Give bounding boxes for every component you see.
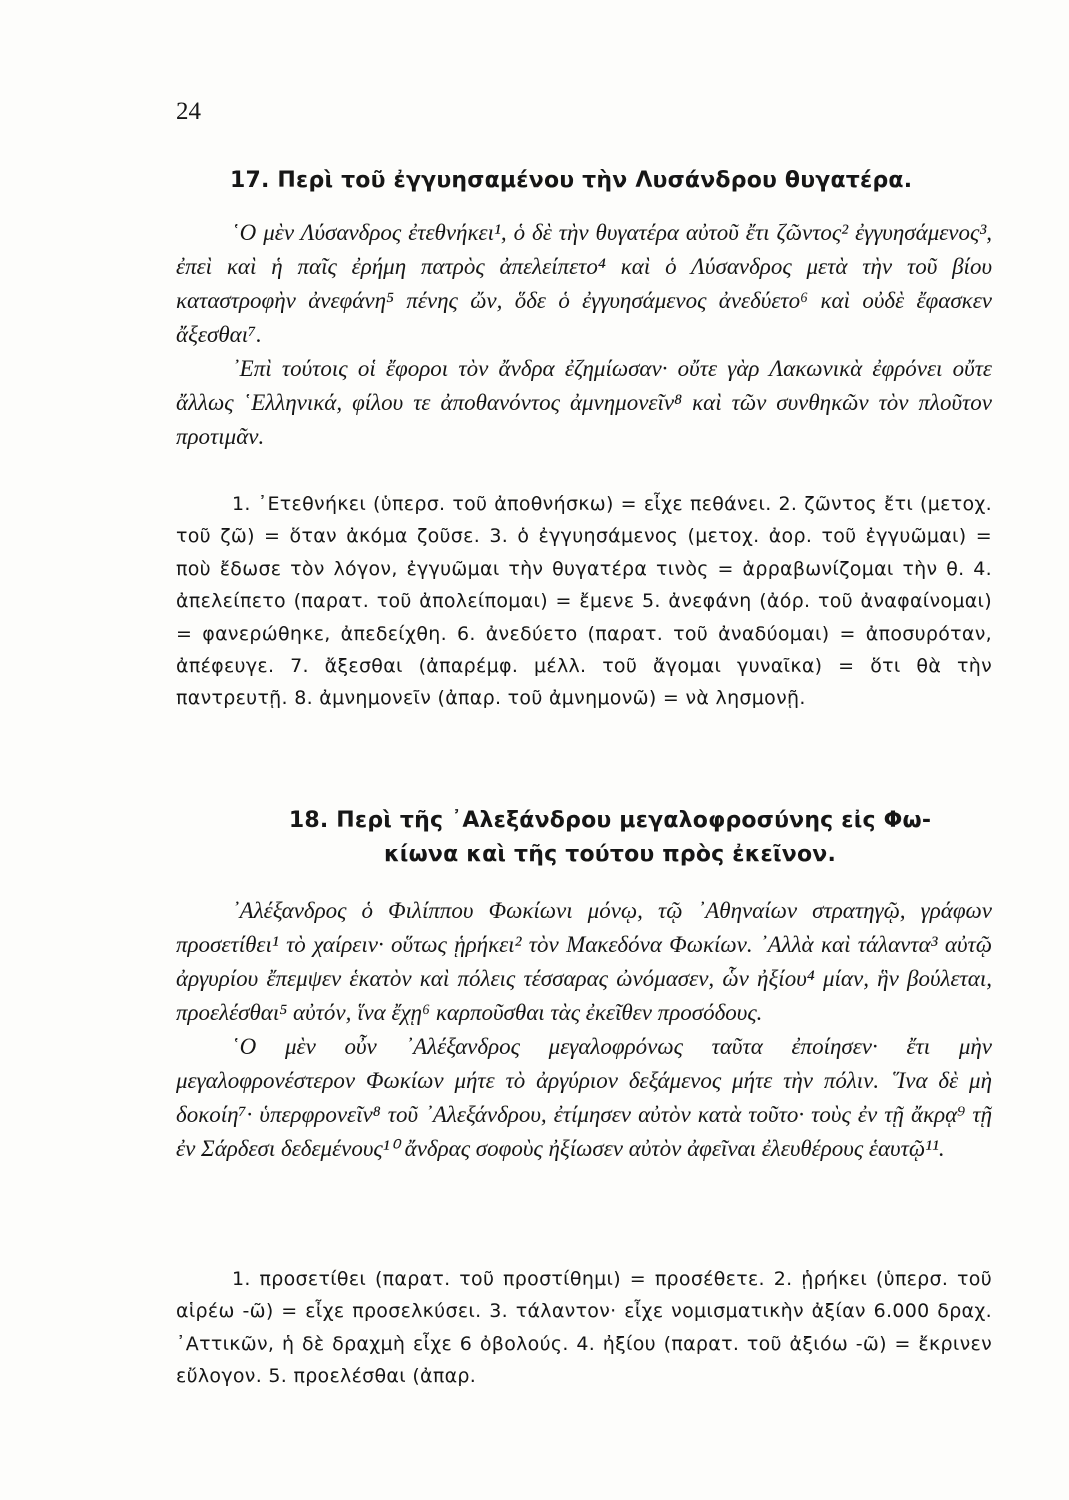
section-18-title bbox=[230, 804, 990, 872]
page-number: 24 bbox=[176, 98, 201, 125]
section-17-title: 17. Περὶ τοῦ ἐγγυησαμένου τὴν Λυσάνδρου θυγατέρα. bbox=[230, 168, 913, 193]
section-18-paragraph-1: ᾿Αλέξανδρος ὁ Φιλίππου Φωκίωνι μόνῳ, τῷ ᾿Αθηναίων στρατηγῷ, γράφων προσετίθει¹ τὸ χαίρειν· οὕτως ᾑρήκει² τὸν Μακεδόνα Φωκίων. ᾿Αλλὰ καὶ τάλαντα³ αὐτῷ ἀργυρίου ἔπεμψεν ἑκατὸν καὶ πόλεις τέσσαρας ὠνόμασεν, ὧν ἠξίου⁴ μίαν, ἣν βούλεται, προελέσθαι⁵ αὐτόν, ἵνα ἔχῃ⁶ καρποῦσθαι τὰς ἐκεῖθεν προσόδους. bbox=[176, 898, 992, 1025]
section-18-paragraph-2: ῾Ο μὲν οὖν ᾿Αλέξανδρος μεγαλοφρόνως ταῦτα ἐποίησεν· ἔτι μὴν μεγαλοφρονέστερον Φωκίων μήτε τὸ ἀργύριον δεξάμενος μήτε τὴν πόλιν. ῞Ινα δὲ μὴ δοκοίη⁷· ὑπερφρονεῖν⁸ τοῦ ᾿Αλεξάνδρου, ἐτίμησεν αὐτὸν κατὰ τοῦτο· τοὺς ἐν τῇ ἄκρᾳ⁹ τῇ ἐν Σάρδεσι δεδεμένους¹⁰ ἄνδρας σοφοὺς ἠξίωσεν αὐτὸν ἀφεῖναι ἐλευθέρους ἑαυτῷ¹¹. bbox=[176, 1034, 992, 1161]
section-18-title-line-2: κίωνα καὶ τῆς τούτου πρὸς ἐκεῖνον. bbox=[383, 842, 837, 867]
section-17-notes bbox=[176, 488, 992, 715]
section-17-text bbox=[176, 216, 992, 454]
section-18-title-line-1: 18. Περὶ τῆς ᾿Αλεξάνδρου μεγαλοφροσύνης εἰς Φω- bbox=[288, 808, 932, 833]
section-18-notes-text: 1. προσετίθει (παρατ. τοῦ προστίθημι) = προσέθετε. 2. ᾑρήκει (ὑπερσ. τοῦ αἱρέω -ῶ) = εἶχε προσελκύσει. 3. τάλαντον· εἶχε νομισματικὴν ἀξίαν 6.000 δραχ. ᾿Αττικῶν, ἡ δὲ δραχμὴ εἶχε 6 ὀβολούς. 4. ἠξίου (παρατ. τοῦ ἀξιόω -ῶ) = ἔκρινεν εὔλογον. 5. προελέσθαι (ἀπαρ. bbox=[176, 1268, 992, 1388]
section-17-paragraph-2: ᾿Επὶ τούτοις οἱ ἔφοροι τὸν ἄνδρα ἐζημίωσαν· οὔτε γὰρ Λακωνικὰ ἐφρόνει οὔτε ἄλλως ῾Ελληνικά, φίλου τε ἀποθανόντος ἀμνημονεῖν⁸ καὶ τῶν συνθηκῶν τὸν πλοῦτον προτιμᾶν. bbox=[176, 356, 992, 449]
section-17-notes-text: 1. ᾿Ετεθνήκει (ὑπερσ. τοῦ ἀποθνήσκω) = εἶχε πεθάνει. 2. ζῶντος ἔτι (μετοχ. τοῦ ζῶ) = ὅταν ἀκόμα ζοῦσε. 3. ὁ ἐγγυησάμενος (μετοχ. ἀορ. τοῦ ἐγγυῶμαι) = ποὺ ἔδωσε τὸν λόγον, ἐγγυῶμαι τὴν θυγατέρα τινὸς = ἀρραβωνίζομαι τὴν θ. 4. ἀπελείπετο (παρατ. τοῦ ἀπολείπομαι) = ἔμενε 5. ἀνεφάνη (ἀόρ. τοῦ ἀναφαίνομαι) = φανερώθηκε, ἀπεδείχθη. 6. ἀνεδύετο (παρατ. τοῦ ἀναδύομαι) = ἀποσυρόταν, ἀπέφευγε. 7. ἄξεσθαι (ἀπαρέμφ. μέλλ. τοῦ ἄγομαι γυναῖκα) = ὅτι θὰ τὴν παντρευτῇ. 8. ἀμνημονεῖν (ἀπαρ. τοῦ ἀμνημονῶ) = νὰ λησμονῇ. bbox=[176, 493, 992, 710]
section-18-notes bbox=[176, 1263, 992, 1393]
section-17-paragraph-1: ῾Ο μὲν Λύσανδρος ἐτεθνήκει¹, ὁ δὲ τὴν θυγατέρα αὐτοῦ ἔτι ζῶντος² ἐγγυησάμενος³, ἐπεὶ καὶ ἡ παῖς ἐρήμη πατρὸς ἀπελείπετο⁴ καὶ ὁ Λύσανδρος μετὰ τὴν τοῦ βίου καταστροφὴν ἀνεφάνη⁵ πένης ὤν, ὅδε ὁ ἐγγυησάμενος ἀνεδύετο⁶ καὶ οὐδὲ ἔφασκεν ἄξεσθαι⁷. bbox=[176, 220, 992, 347]
section-18-text bbox=[176, 894, 992, 1166]
